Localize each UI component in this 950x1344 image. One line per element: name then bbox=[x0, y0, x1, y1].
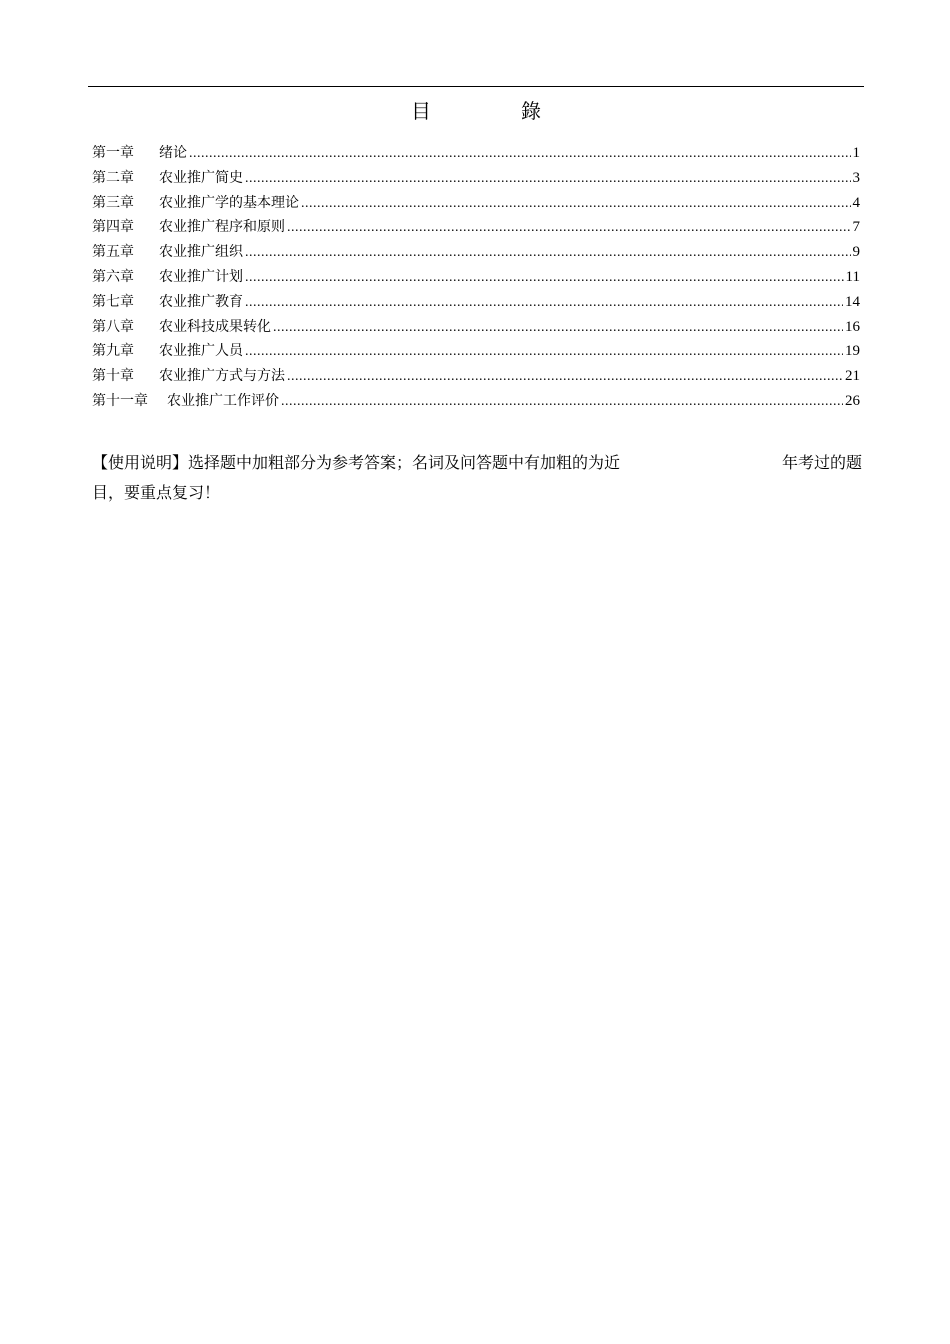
toc-heading-part2: 錄 bbox=[521, 99, 541, 123]
toc-leader-dots bbox=[245, 266, 844, 291]
table-of-contents bbox=[92, 141, 860, 414]
toc-entry[interactable] bbox=[92, 215, 860, 240]
toc-leader-dots bbox=[245, 167, 851, 192]
top-rule bbox=[88, 86, 864, 87]
toc-entry[interactable] bbox=[92, 389, 860, 414]
toc-entry[interactable] bbox=[92, 240, 860, 265]
toc-leader-dots bbox=[287, 365, 843, 390]
toc-page-number: 14 bbox=[845, 293, 860, 310]
toc-chapter-number: 第二章 bbox=[92, 169, 134, 186]
toc-leader-dots bbox=[245, 291, 843, 316]
toc-page-number: 16 bbox=[845, 318, 860, 335]
toc-chapter-number: 第四章 bbox=[92, 219, 134, 236]
toc-page-number: 21 bbox=[845, 368, 860, 385]
toc-chapter-title: 农业推广教育 bbox=[159, 293, 243, 310]
toc-page-number: 11 bbox=[845, 268, 860, 285]
toc-entry[interactable] bbox=[92, 315, 860, 340]
usage-note bbox=[92, 448, 862, 508]
toc-chapter-number: 第八章 bbox=[92, 318, 134, 335]
toc-chapter-number: 第九章 bbox=[92, 343, 134, 360]
toc-page-number: 26 bbox=[845, 392, 860, 409]
toc-leader-dots bbox=[301, 192, 851, 217]
toc-entry[interactable] bbox=[92, 339, 860, 364]
toc-page-number: 9 bbox=[852, 244, 860, 261]
toc-chapter-number: 第六章 bbox=[92, 268, 134, 285]
usage-note-text: 【使用说明】选择题中加粗部分为参考答案；名词及问答题中有加粗的为近 bbox=[92, 453, 621, 472]
toc-chapter-number: 第五章 bbox=[92, 244, 134, 261]
toc-chapter-title: 绪论 bbox=[159, 145, 187, 161]
toc-chapter-number: 第十章 bbox=[92, 368, 134, 385]
usage-note-line bbox=[92, 448, 862, 478]
toc-leader-dots bbox=[245, 340, 843, 365]
toc-chapter-title: 农业推广简史 bbox=[159, 169, 243, 186]
toc-leader-dots bbox=[245, 241, 851, 266]
toc-page-number: 19 bbox=[845, 343, 860, 360]
toc-chapter-number: 第三章 bbox=[92, 194, 134, 211]
toc-entry[interactable] bbox=[92, 364, 860, 389]
toc-leader-dots bbox=[281, 390, 843, 415]
toc-chapter-title: 农业推广学的基本理论 bbox=[159, 194, 299, 211]
toc-page-number: 3 bbox=[852, 169, 860, 186]
toc-chapter-title: 农业推广人员 bbox=[159, 343, 243, 360]
toc-chapter-number: 第一章 bbox=[92, 145, 134, 161]
toc-page-number: 1 bbox=[852, 145, 860, 161]
toc-leader-dots bbox=[273, 316, 843, 341]
toc-chapter-number: 第七章 bbox=[92, 293, 134, 310]
toc-chapter-title: 农业推广组织 bbox=[159, 244, 243, 261]
toc-entry[interactable] bbox=[92, 191, 860, 216]
toc-chapter-number: 第十一章 bbox=[92, 392, 148, 409]
toc-chapter-title: 农业推广工作评价 bbox=[167, 392, 279, 409]
toc-leader-dots bbox=[189, 142, 851, 167]
toc-heading bbox=[0, 97, 950, 125]
toc-heading-part1: 目 bbox=[411, 99, 431, 123]
toc-entry[interactable] bbox=[92, 290, 860, 315]
toc-chapter-title: 农业推广程序和原则 bbox=[159, 219, 285, 236]
toc-leader-dots bbox=[287, 216, 851, 241]
toc-page-number: 7 bbox=[852, 219, 860, 236]
toc-page-number: 4 bbox=[852, 194, 860, 211]
toc-chapter-title: 农业推广方式与方法 bbox=[159, 368, 285, 385]
toc-chapter-title: 农业推广计划 bbox=[159, 268, 243, 285]
toc-chapter-title: 农业科技成果转化 bbox=[159, 318, 271, 335]
usage-note-text: 年考过的题 bbox=[781, 453, 862, 472]
toc-entry[interactable] bbox=[92, 265, 860, 290]
usage-note-line: 目，要重点复习！ bbox=[92, 483, 221, 502]
toc-entry[interactable] bbox=[92, 141, 860, 166]
toc-entry[interactable] bbox=[92, 166, 860, 191]
